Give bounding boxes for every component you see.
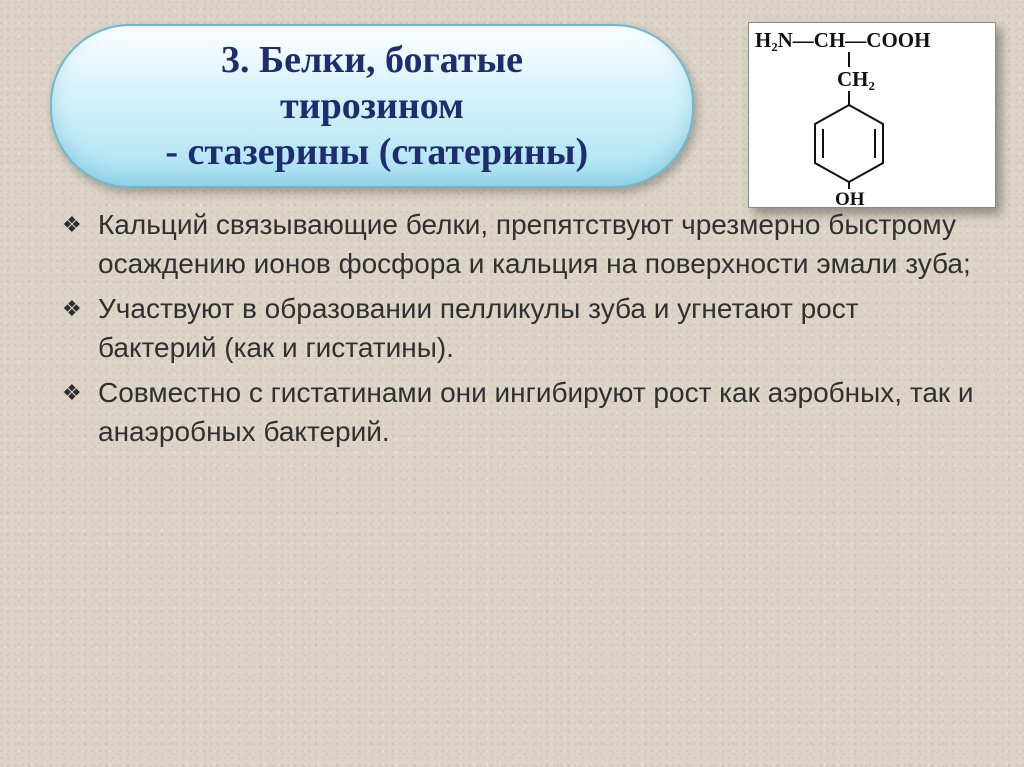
tyrosine-structure-image (748, 22, 996, 208)
bullet-text: Кальций связывающие белки, препятствуют чрезмерно быстрому осаждению ионов фосфора и кальция на поверхности эмали зуба; (98, 209, 971, 279)
diamond-bullet-icon: ❖ (62, 296, 82, 321)
title-banner (50, 24, 694, 188)
title-line-2: тирозином (280, 85, 464, 127)
diamond-bullet-icon: ❖ (62, 212, 82, 237)
bullet-list (62, 205, 982, 457)
formula-ch2: CH₂ (837, 67, 875, 91)
list-item (62, 373, 982, 451)
diamond-bullet-icon: ❖ (62, 380, 82, 405)
benzene-ring (815, 105, 883, 182)
list-item (62, 205, 982, 283)
title-line-1: 3. Белки, богатые (220, 39, 524, 81)
title-line-3: - стазерины (статерины) (155, 131, 589, 173)
structural-formula (749, 23, 995, 207)
bullet-text: Совместно с гистатинами они ингибируют рост как аэробных, так и анаэробных бактерий. (98, 377, 974, 447)
bullet-text: Участвуют в образовании пелликулы зуба и угнетают рост бактерий (как и гистатины). (98, 293, 859, 363)
formula-top-line: H₂N—CH—COOH (755, 28, 931, 52)
list-item (62, 289, 982, 367)
formula-oh: OH (835, 189, 865, 207)
slide-title (156, 37, 588, 175)
